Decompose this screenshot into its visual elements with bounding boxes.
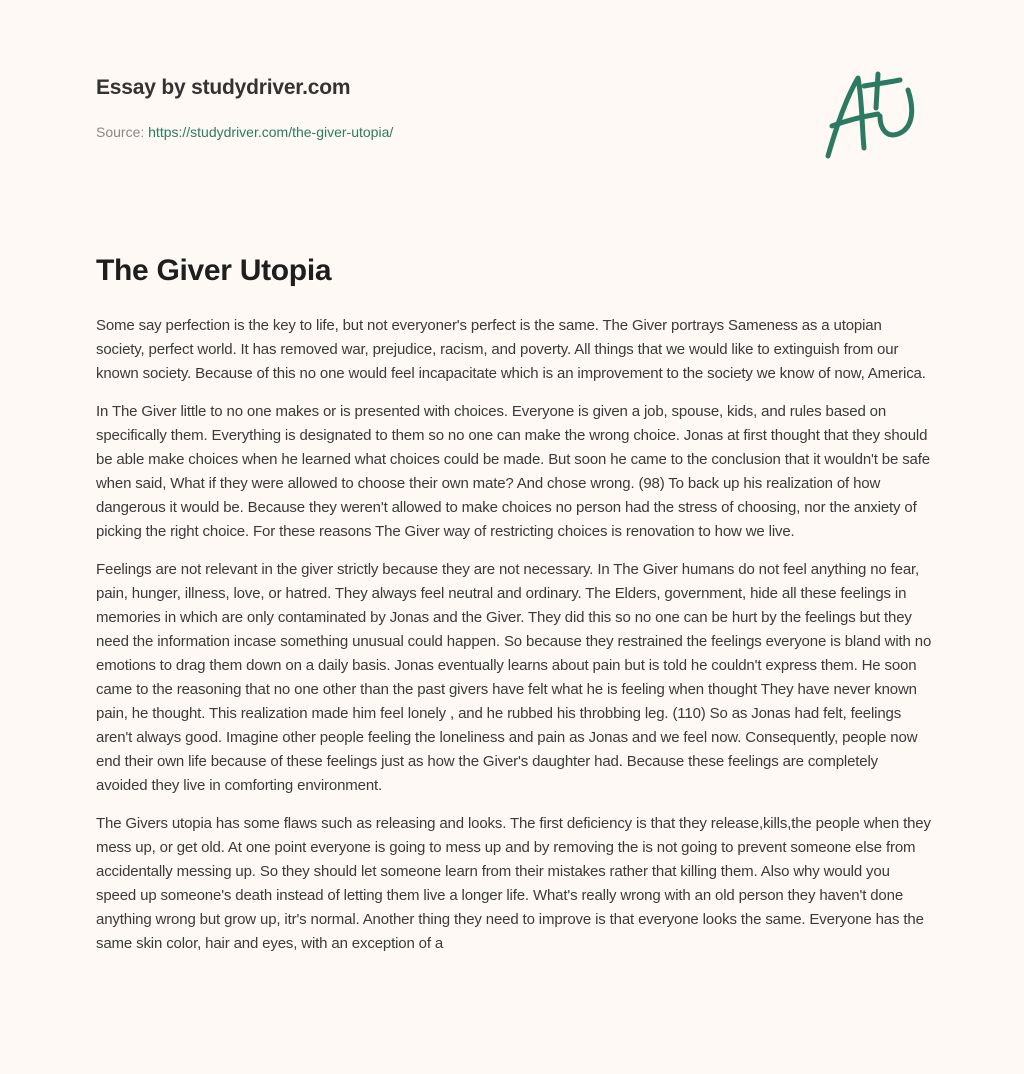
essay-paragraph: Feelings are not relevant in the giver strictly because they are not necessary. In The Giver humans do not feel anything no fear, pain, hunger, illness, love, or hatred. They always feel neutral and ordinary. The Elders, government, hide all these feelings in memories in which are only contaminated by Jonas and the Giver. They did this so no one can be hurt by the feelings but they need the information incase something unusual could happen. So because they restrained the feelings everyone is bland with no emotions to drag them down on a daily basis. Jonas eventually learns about pain but is told he couldn't express them. He soon came to the reasoning that no one other than the past givers have felt what he is feeling when thought They have never known pain, he thought. This realization made him feel lonely , and he rubbed his throbbing leg. (110) So as Jonas had felt, feelings aren't always good. Imagine other people feeling the loneliness and pain as Jonas and we feel now. Consequently, people now end their own life because of these feelings just as how the Giver's daughter had. Because these feelings are completely avoided they live in comforting environment. <box>96 561 932 794</box>
a-plus-logo-icon <box>818 68 928 168</box>
essay-paragraph: Some say perfection is the key to life, but not everyoner's perfect is the same. The Giver portrays Sameness as a utopian society, perfect world. It has removed war, prejudice, racism, and poverty. All things that we would like to extinguish from our known society. Because of this no one would feel incapacitate which is an improvement to the society we know of now, America. <box>96 317 926 382</box>
essay-title: The Giver Utopia <box>96 254 332 287</box>
source-link[interactable]: https://studydriver.com/the-giver-utopia/ <box>148 124 394 140</box>
essay-body <box>96 314 932 970</box>
essay-paragraph: In The Giver little to no one makes or is presented with choices. Everyone is given a job, spouse, kids, and rules based on specifically them. Everything is designated to them so no one can make the wrong choice. Jonas at first thought that they should be able make choices when he learned what choices could be made. But soon he came to the conclusion that it wouldn't be safe when said, What if they were allowed to choose their own mate? And chose wrong. (98) To back up his realization of how dangerous it would be. Because they weren't allowed to make choices no person had the stress of choosing, nor the anxiety of picking the right choice. For these reasons The Giver way of restricting choices is renovation to how we live. <box>96 403 930 540</box>
source-line <box>96 124 393 140</box>
essay-paragraph: The Givers utopia has some flaws such as releasing and looks. The first deficiency is that they release,kills,the people when they mess up, or get old. At one point everyone is going to mess up and by removing the is not going to prevent someone else from accidentally messing up. So they should let someone learn from their mistakes rather that killing them. Also why would you speed up someone's death instead of letting them live a longer life. What's really wrong with an old person they haven't done anything wrong but grow up, itr's normal. Another thing they need to improve is that everyone looks the same. Everyone has the same skin color, hair and eyes, with an exception of a <box>96 815 931 952</box>
site-header-title: Essay by studydriver.com <box>96 76 351 99</box>
source-label: Source: <box>96 124 149 140</box>
